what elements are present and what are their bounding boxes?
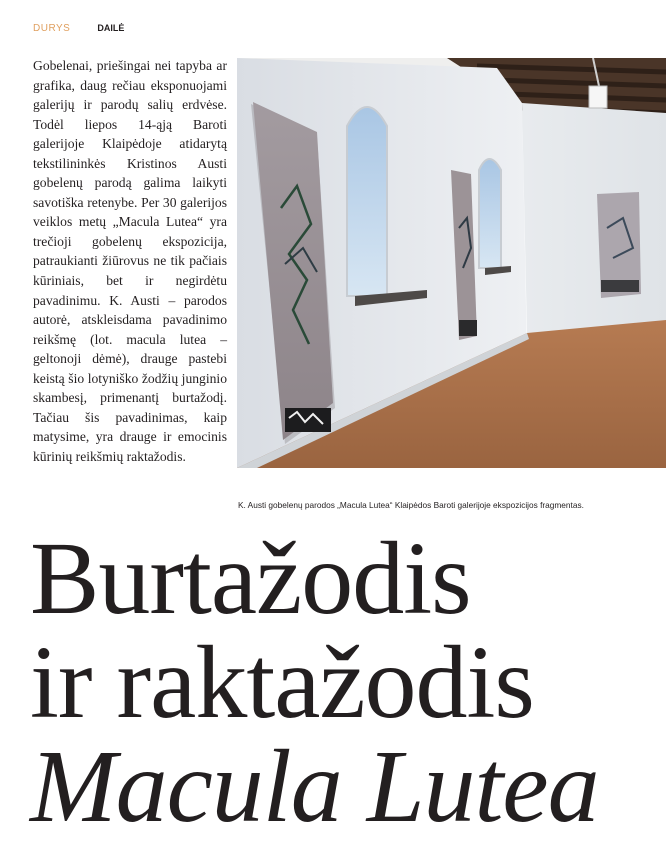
- category-label: DAILĖ: [97, 23, 125, 33]
- gallery-photo: [237, 58, 666, 468]
- headline-line-3: Macula Lutea: [30, 729, 599, 844]
- headline-line-1: Burtažodis: [30, 521, 471, 636]
- headline-line-2: ir raktažodis: [30, 625, 534, 740]
- article-body: [33, 56, 227, 466]
- page-header: [33, 21, 124, 35]
- section-label: DURYS: [33, 22, 71, 34]
- photo-caption: K. Austi gobelenų parodos „Macula Lutea“ Klaipėdos Baroti galerijoje ekspozicijos fragmentas.: [238, 500, 584, 510]
- body-paragraph: Gobelenai, priešingai nei tapyba ar grafika, daug rečiau eksponuojami galerijų ir parodų salių erdvėse. Todėl liepos 14-ąją Baroti galerijoje Klaipėdoje atidarytą tekstilininkės Kristinos Austi gobelenų parodą galima laikyti savotiška retenybe. Per 30 galerijos veiklos metų „Macula Lutea“ yra trečioji gobelenų ekspozicija, patraukianti žiūrovus ne tik pačiais kūriniais, bet ir negirdėtu pavadinimu. K. Austi – parodos autorė, atskleisdama pavadinimo reikšmę (lot. macula lutea – geltonoji dėmė), drauge pastebi keistą šio lotyniško žodžių junginio skambesį, primenantį burtažodį. Tačiau šis pavadinimas, kaip matysime, yra drauge ir emocinis kūrinių reikšmių raktažodis.: [33, 58, 227, 464]
- article-headline: [30, 521, 666, 844]
